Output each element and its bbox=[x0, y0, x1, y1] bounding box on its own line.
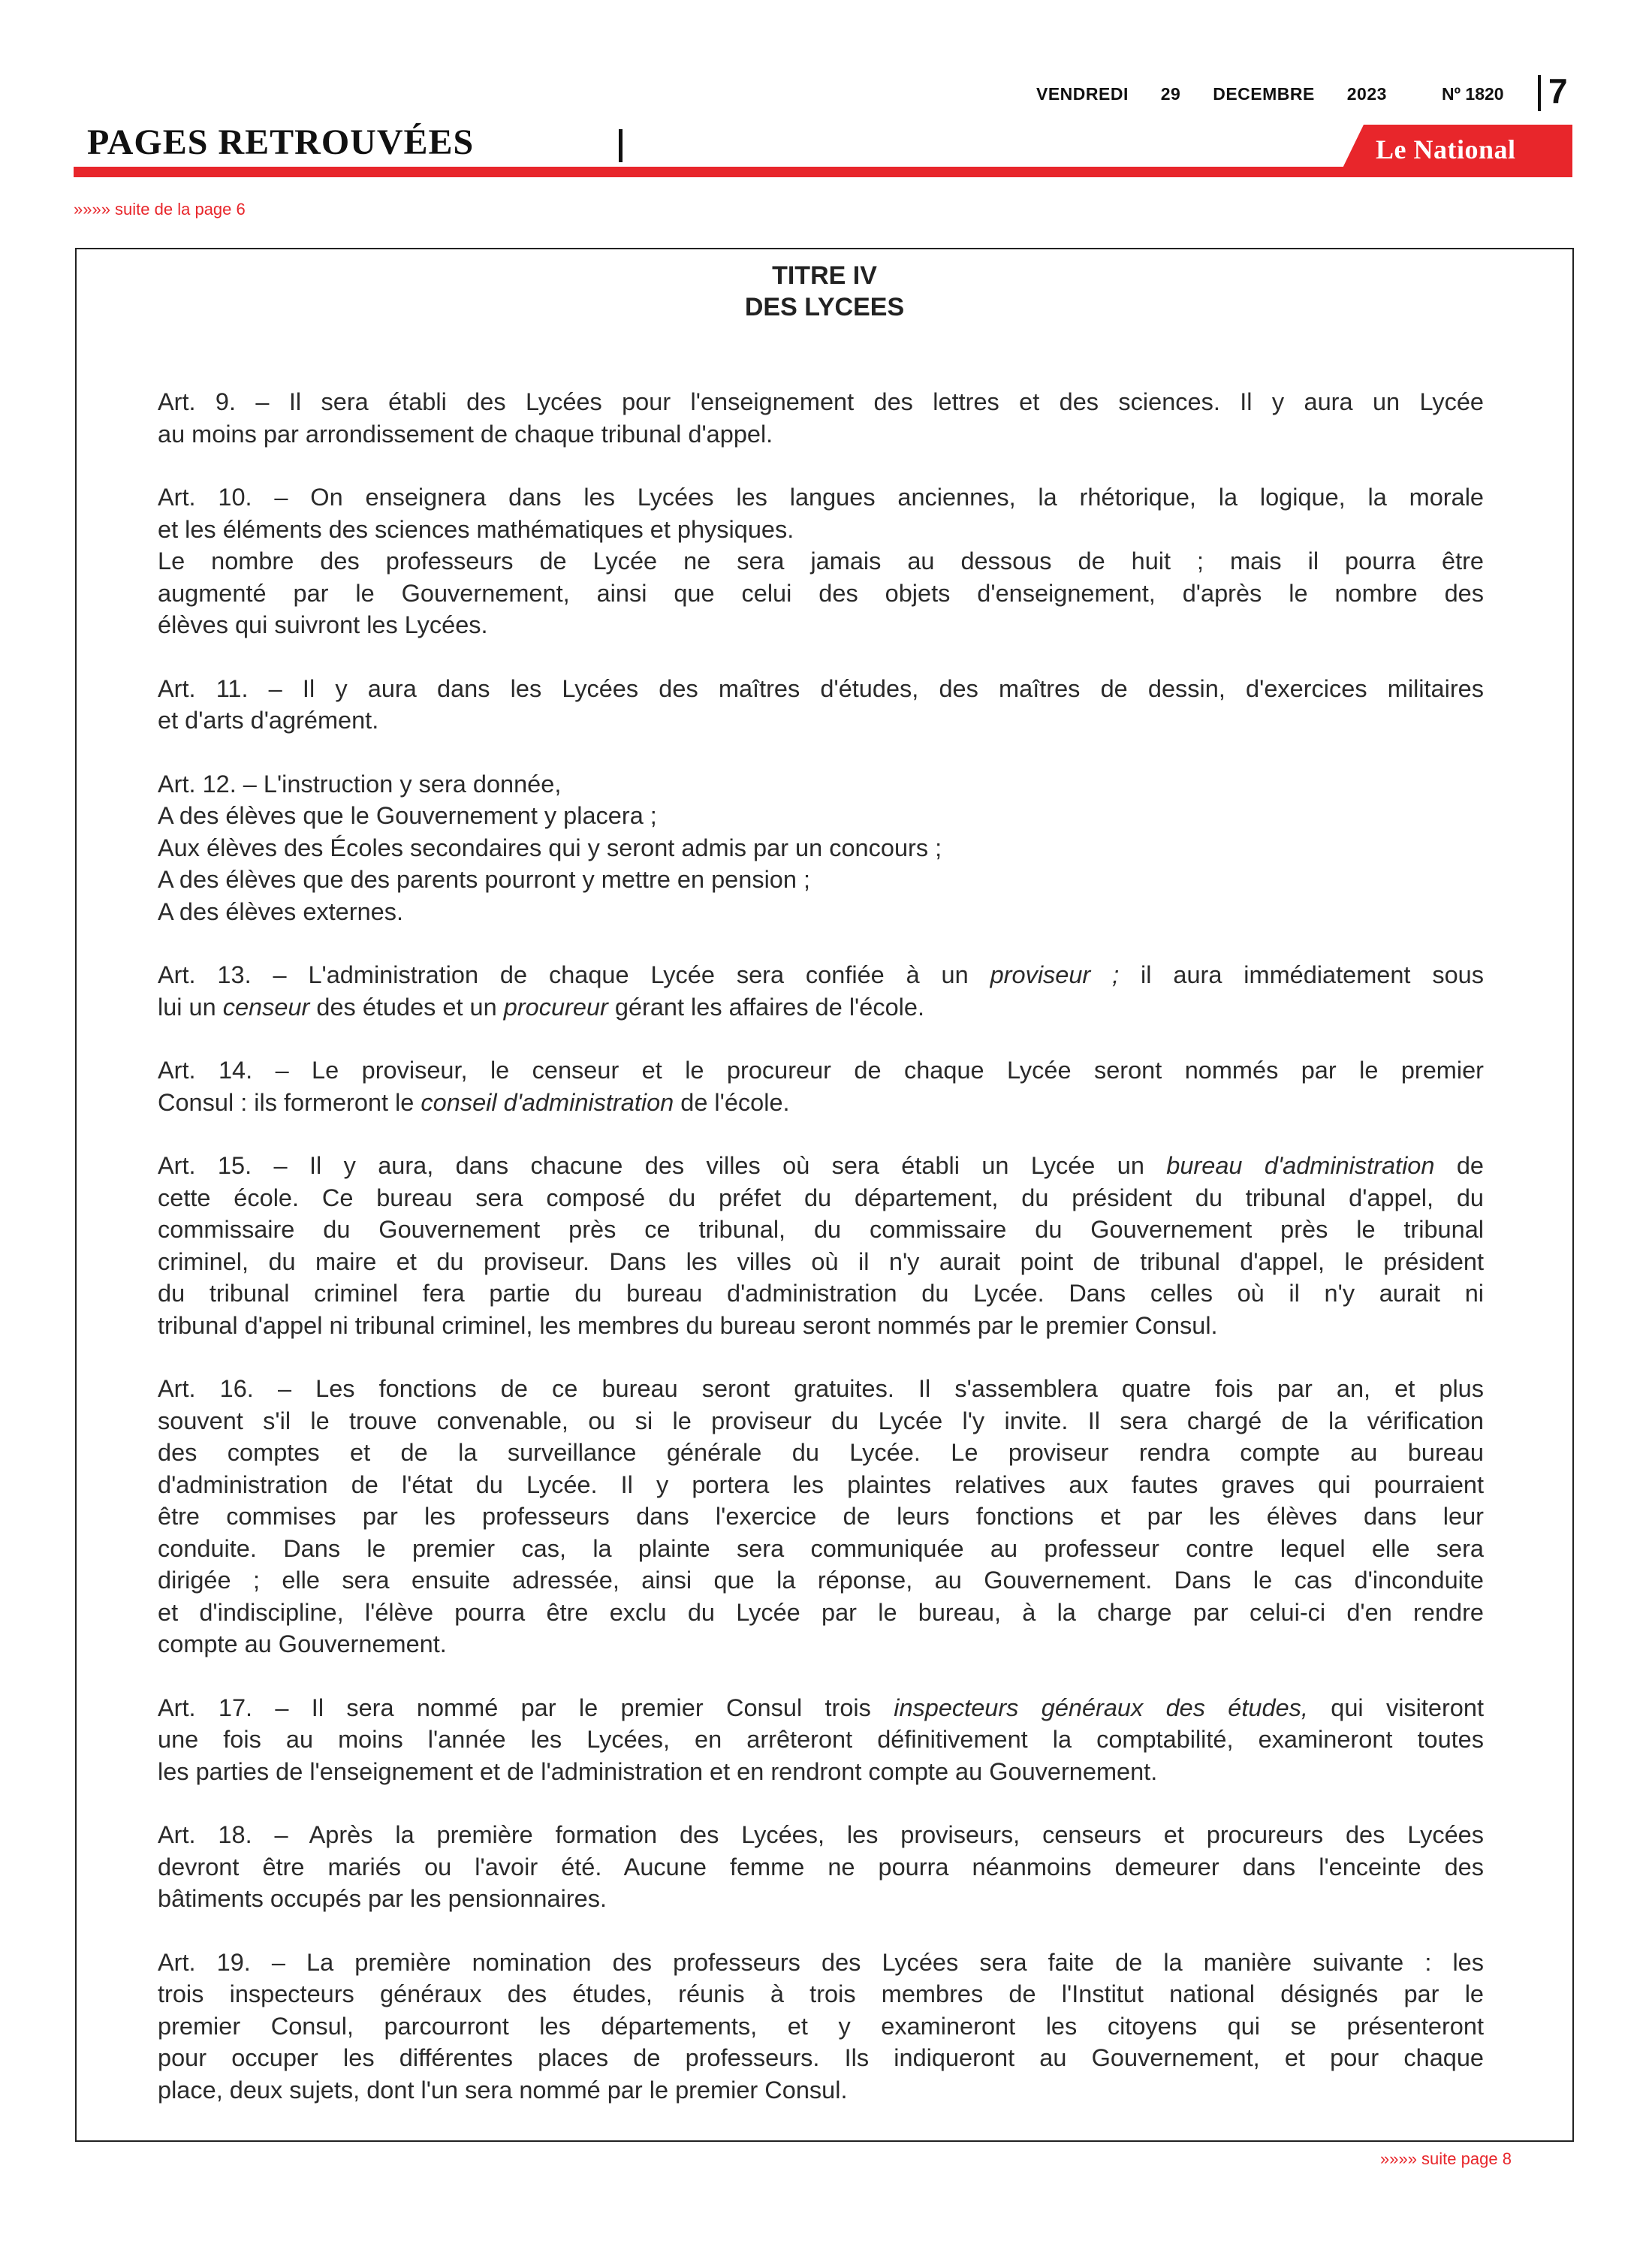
article-line: tribunal d'appel ni tribunal criminel, les membres du bureau seront nommés par le premier Consul. bbox=[158, 1311, 1218, 1339]
article-line: des comptes et de la surveillance générale du Lycée. Le proviseur rendra compte au bureau bbox=[158, 1439, 1484, 1466]
article-line: d'administration de l'état du Lycée. Il y portera les plaintes relatives aux fautes graves qui pourraient bbox=[158, 1470, 1484, 1498]
article-16 bbox=[158, 1373, 1484, 1660]
article-line: les parties de l'enseignement et de l'administration et en rendront compte au Gouvernement. bbox=[158, 1757, 1158, 1785]
article-line: compte au Gouvernement. bbox=[158, 1630, 447, 1657]
article-line bbox=[158, 1692, 1484, 1724]
article-line: premier Consul, parcourront les départements, et y examineront les citoyens qui se présenteront bbox=[158, 2012, 1484, 2040]
article-14 bbox=[158, 1054, 1484, 1118]
section-title: PAGES RETROUVÉES bbox=[87, 122, 475, 162]
article-line: conduite. Dans le premier cas, la plainte sera communiquée au professeur contre lequel elle sera bbox=[158, 1534, 1484, 1562]
italic-term: proviseur ; bbox=[990, 961, 1120, 988]
article-line: bâtiments occupés par les pensionnaires. bbox=[158, 1885, 607, 1912]
article-line: une fois au moins l'année les Lycées, en arrêteront définitivement la comptabilité, examineront toutes bbox=[158, 1726, 1484, 1753]
article-line: au moins par arrondissement de chaque tribunal d'appel. bbox=[158, 420, 773, 448]
text-run: Art. 17. – Il sera nommé par le premier Consul trois bbox=[158, 1694, 894, 1721]
article-line: et les éléments des sciences mathématiques et physiques. bbox=[158, 515, 794, 543]
page-number: 7 bbox=[1548, 71, 1568, 110]
article-9 bbox=[158, 386, 1484, 450]
article-13 bbox=[158, 959, 1484, 1023]
article-line: cette école. Ce bureau sera composé du préfet du département, du président du tribunal d'appel, du bbox=[158, 1184, 1484, 1211]
article-line: Art. 11. – Il y aura dans les Lycées des maîtres d'études, des maîtres de dessin, d'exercices militaires bbox=[158, 674, 1484, 702]
document-frame bbox=[75, 248, 1574, 2142]
section-divider bbox=[619, 129, 623, 162]
article-line: du tribunal criminel fera partie du bureau d'administration du Lycée. Dans celles où il n'y aurait ni bbox=[158, 1280, 1484, 1307]
article-line bbox=[158, 991, 1484, 1024]
article-line: A des élèves externes. bbox=[158, 897, 403, 925]
text-run: il aura immédiatement sous bbox=[1119, 961, 1484, 988]
article-line: criminel, du maire et du proviseur. Dans les villes où il n'y aurait point de tribunal d'appel, le président bbox=[158, 1247, 1484, 1275]
article-line: Le nombre des professeurs de Lycée ne sera jamais au dessous de huit ; mais il pourra être bbox=[158, 547, 1484, 575]
article-line: Art. 9. – Il sera établi des Lycées pour l'enseignement des lettres et des sciences. Il y aura un Lycée bbox=[158, 388, 1484, 415]
text-run: Art. 13. – L'administration de chaque Lycée sera confiée à un bbox=[158, 961, 990, 988]
date-weekday: VENDREDI bbox=[1036, 84, 1129, 104]
article-line: devront être mariés ou l'avoir été. Aucune femme ne pourra néanmoins demeurer dans l'enceinte des bbox=[158, 1853, 1484, 1881]
italic-term: censeur bbox=[222, 993, 310, 1021]
article-18 bbox=[158, 1819, 1484, 1915]
article-line: Art. 14. – Le proviseur, le censeur et le procureur de chaque Lycée seront nommés par le premier bbox=[158, 1057, 1484, 1084]
date-year: 2023 bbox=[1346, 84, 1387, 104]
article-line: augmenté par le Gouvernement, ainsi que celui des objets d'enseignement, d'après le nombre des bbox=[158, 579, 1484, 607]
article-line: pour occuper les différentes places de professeurs. Ils indiqueront au Gouvernement, et pour chaque bbox=[158, 2044, 1484, 2071]
italic-term: procureur bbox=[503, 993, 608, 1021]
text-run: qui visiteront bbox=[1307, 1694, 1484, 1721]
text-run: lui un bbox=[158, 993, 223, 1021]
text-run: de bbox=[1434, 1152, 1484, 1179]
document-body bbox=[158, 386, 1484, 2137]
article-line: et d'indiscipline, l'élève pourra être exclu du Lycée par le bureau, à la charge par celui-ci d'en rendre bbox=[158, 1598, 1484, 1626]
article-line: souvent s'il le trouve convenable, ou si le proviseur du Lycée l'y invite. Il sera chargé de la vérification bbox=[158, 1407, 1484, 1434]
article-10 bbox=[158, 481, 1484, 641]
article-line: dirigée ; elle sera ensuite adressée, ainsi que la réponse, au Gouvernement. Dans le cas d'inconduite bbox=[158, 1567, 1484, 1594]
article-line: commissaire du Gouvernement près ce tribunal, du commissaire du Gouvernement près le tribunal bbox=[158, 1216, 1484, 1243]
text-run: Art. 15. – Il y aura, dans chacune des villes où sera établi un Lycée un bbox=[158, 1152, 1167, 1179]
document-title: TITRE IV bbox=[772, 261, 877, 290]
continued-on-link[interactable]: »»»» suite page 8 bbox=[1380, 2149, 1512, 2168]
article-15 bbox=[158, 1150, 1484, 1341]
article-12 bbox=[158, 768, 1484, 928]
article-line bbox=[158, 959, 1484, 991]
document-subtitle: DES LYCEES bbox=[744, 293, 905, 321]
text-run: Consul : ils formeront le bbox=[158, 1088, 421, 1116]
article-line: Art. 12. – L'instruction y sera donnée, bbox=[158, 770, 562, 798]
italic-term: bureau d'administration bbox=[1166, 1152, 1435, 1179]
date-day: 29 bbox=[1160, 84, 1181, 104]
article-line: et d'arts d'agrément. bbox=[158, 707, 379, 734]
article-line: Art. 18. – Après la première formation des Lycées, les proviseurs, censeurs et procureurs des Lycées bbox=[158, 1821, 1484, 1848]
masthead bbox=[0, 0, 1652, 195]
article-line: Art. 19. – La première nomination des professeurs des Lycées sera faite de la manière suivante : les bbox=[158, 1948, 1484, 1976]
text-run: des études et un bbox=[309, 993, 504, 1021]
article-line bbox=[158, 1087, 1484, 1119]
article-line: Art. 16. – Les fonctions de ce bureau seront gratuites. Il s'assemblera quatre fois par an, et plus bbox=[158, 1375, 1484, 1402]
article-line: élèves qui suivront les Lycées. bbox=[158, 611, 488, 638]
article-line: Art. 10. – On enseignera dans les Lycées les langues anciennes, la rhétorique, la logique, la morale bbox=[158, 484, 1484, 511]
article-line: place, deux sujets, dont l'un sera nommé par le premier Consul. bbox=[158, 2076, 848, 2104]
article-line: A des élèves que des parents pourront y mettre en pension ; bbox=[158, 866, 811, 893]
article-17 bbox=[158, 1692, 1484, 1788]
page-number-divider bbox=[1538, 75, 1541, 111]
article-line bbox=[158, 1150, 1484, 1182]
article-line: être commises par les professeurs dans l'exercice de leurs fonctions et par les élèves dans leur bbox=[158, 1503, 1484, 1530]
article-11 bbox=[158, 673, 1484, 737]
article-line: trois inspecteurs généraux des études, réunis à trois membres de l'Institut national désignés par le bbox=[158, 1980, 1484, 2007]
issue-number: Nº 1820 bbox=[1442, 84, 1504, 104]
continued-from-link[interactable]: »»»» suite de la page 6 bbox=[74, 200, 246, 219]
issue-date bbox=[1036, 84, 1414, 104]
text-run: gérant les affaires de l'école. bbox=[607, 993, 924, 1021]
date-month: DECEMBRE bbox=[1213, 84, 1315, 104]
italic-term: inspecteurs généraux des études, bbox=[894, 1694, 1308, 1721]
text-run: de l'école. bbox=[674, 1088, 790, 1116]
brand-logo: Le National bbox=[1376, 134, 1516, 164]
article-line: A des élèves que le Gouvernement y placera ; bbox=[158, 802, 657, 829]
italic-term: conseil d'administration bbox=[421, 1088, 674, 1116]
article-line: Aux élèves des Écoles secondaires qui y seront admis par un concours ; bbox=[158, 834, 942, 861]
article-19 bbox=[158, 1947, 1484, 2107]
